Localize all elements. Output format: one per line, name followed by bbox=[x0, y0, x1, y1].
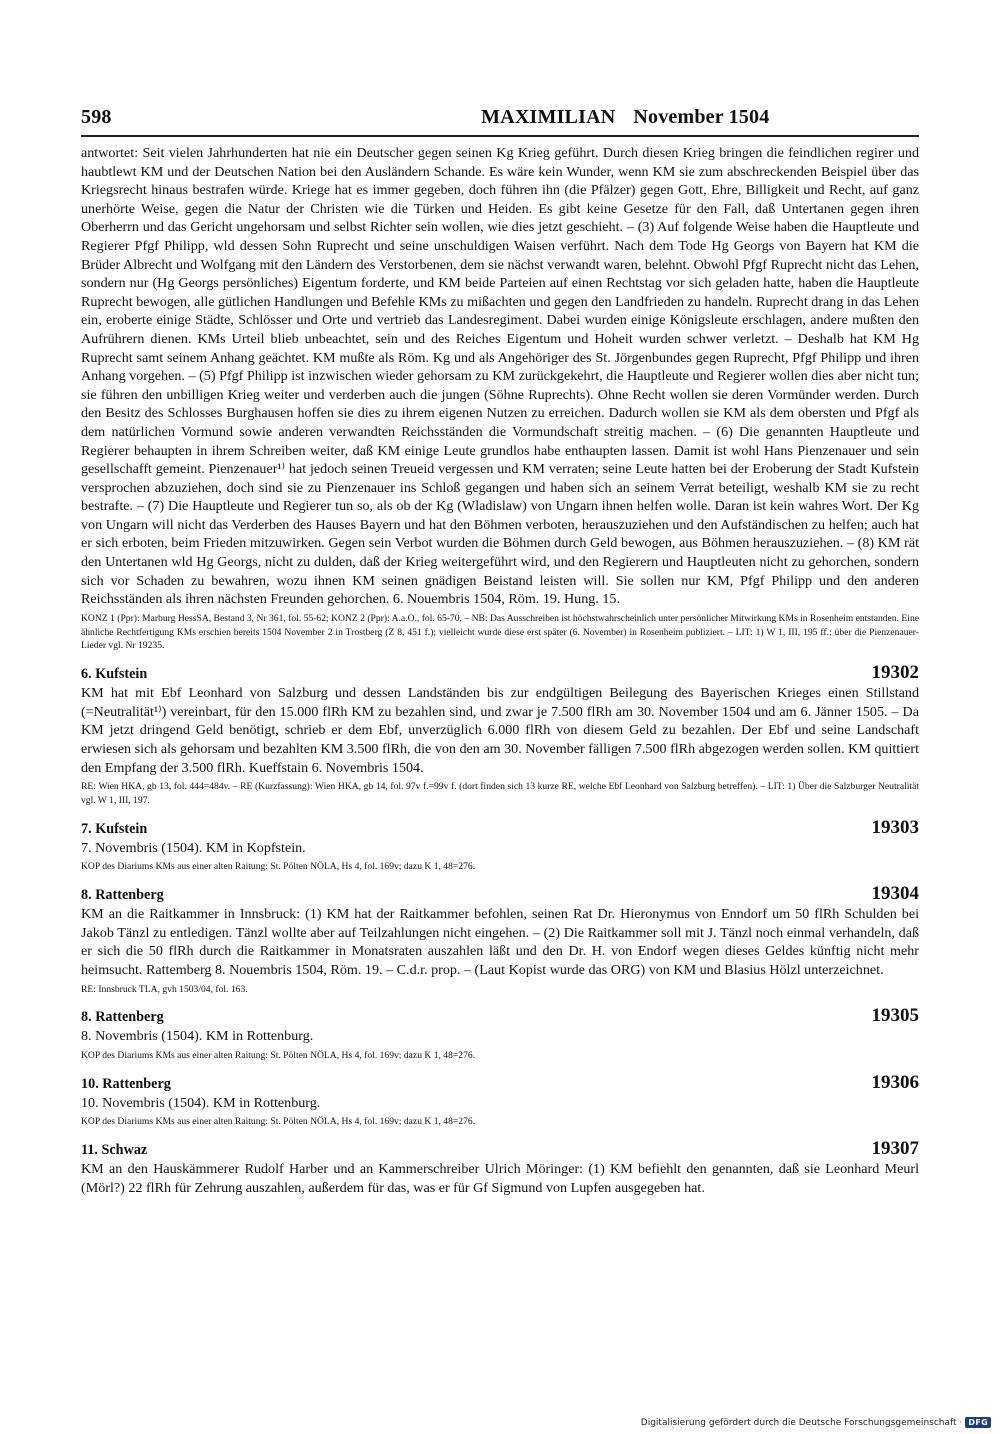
entry-note: RE: Innsbruck TLA, gvh 1503/04, fol. 163. bbox=[81, 983, 248, 995]
dfg-logo-icon: DFG bbox=[965, 1417, 991, 1428]
header-title: MAXIMILIAN bbox=[481, 106, 616, 128]
entry-19306 bbox=[81, 1072, 919, 1129]
entry-place: 7. Kufstein bbox=[81, 820, 148, 837]
entry-number: 19304 bbox=[871, 883, 919, 905]
entry-text: 10. Novembris (1504). KM in Rottenburg. bbox=[81, 1094, 321, 1111]
entry-text: KM an den Hauskämmerer Rudolf Harber und an Kammerschreiber Ulrich Möringer: (1) KM befiehlt den genannten, daß sie Leonhard Meurl (Mörl?) 22 flRh für Zehrung auszahlen, außerdem für das, was er für Gf Sigmund von Lupfen ausgegeben hat. bbox=[81, 1161, 919, 1196]
entry-number: 19305 bbox=[871, 1005, 919, 1027]
entry-number: 19307 bbox=[871, 1138, 919, 1160]
continuation-block bbox=[81, 144, 919, 609]
entry-note: KOP des Diariums KMs aus einer alten Raitung: St. Pölten NÖLA, Hs 4, fol. 169v; dazu K 1, 48=276. bbox=[81, 1049, 476, 1061]
entry-place: 8. Rattenberg bbox=[81, 887, 164, 904]
entry-text: KM hat mit Ebf Leonhard von Salzburg und dessen Landständen bis zur endgültigen Beilegung des Bayerischen Krieges einen Stillstand (=Neutralität¹⁾) vereinbart, für den 15.000 flRh KM zu bezahlen sind, und zwar je 7.500 flRh am 30. November 1504 und am 6. Jänner 1505. – Da KM jetzt dringend Geld benötigt, schrieb er dem Ebf, unverzüglich 6.000 flRh von diesem Geld zu bezahlen. Der Ebf und seine Landschaft erwiesen sich als gehorsam und bezahlten KM 3.500 flRh, die von den am 30. November fälligen 7.500 flRh abgezogen werden sollen. KM quittiert den Empfang der 3.500 flRh. Kueffstain 6. Novembris 1504. bbox=[81, 685, 919, 776]
header-date: November 1504 bbox=[633, 106, 770, 128]
entry-number: 19306 bbox=[871, 1071, 919, 1093]
continuation-note: KONZ 1 (Ppr): Marburg HessSA, Bestand 3, Nr 361, fol. 55-62; KONZ 2 (Ppr): A.a.O., fol. 65-70. – NB: Das Ausschreiben ist höchstwahrscheinlich unter persönlicher Mitwirkung KMs in Rosenheim entstanden. Eine ähnliche Rechtfertigung KMs erschien bereits 1504 November 2 in Trostberg (Z 8, 451 f.); vielleicht wurde diese erst später (6. November) in Rosenheim publiziert. – LIT: 1) W 1, III, 195 ff.; über die Pienzenauer-Lieder vgl. Nr 19235. bbox=[81, 612, 919, 652]
entry-text: KM an die Raitkammer in Innsbruck: (1) KM hat der Raitkammer befohlen, seinen Rat Dr. Hieronymus von Enndorf um 50 flRh Schulden bei Jakob Tänzl zu entledigen. Tänzl wollte aber auf Teilzahlungen nicht eingehen. – (2) Die Raitkammer soll mit J. Tänzl noch einmal verhandeln, daß er sich die 50 flRh durch die Raitkammer in Monatsraten auszahlen läßt und den Dr. H. von Endorf wegen dieses Geldes künftig nicht mehr heimsucht. Rattemberg 8. Nouembris 1504, Röm. 19. – C.d.r. prop. – (Laut Kopist wurde das ORG) von KM und Blasius Hölzl unterzeichnet. bbox=[81, 906, 919, 978]
entry-19304 bbox=[81, 883, 919, 996]
entry-19303 bbox=[81, 817, 919, 874]
page-number: 598 bbox=[81, 106, 112, 128]
entry-text: 8. Novembris (1504). KM in Rottenburg. bbox=[81, 1028, 314, 1045]
entry-number: 19303 bbox=[871, 816, 919, 838]
entry-19307 bbox=[81, 1138, 919, 1197]
entry-note: KOP des Diariums KMs aus einer alten Raitung: St. Pölten NÖLA, Hs 4, fol. 169v; dazu K 1, 48=276. bbox=[81, 1116, 476, 1128]
entry-place: 10. Rattenberg bbox=[81, 1075, 171, 1092]
entry-place: 11. Schwaz bbox=[81, 1142, 148, 1159]
entry-text: 7. Novembris (1504). KM in Kopfstein. bbox=[81, 839, 306, 856]
document-page bbox=[81, 106, 919, 1197]
entry-place: 8. Rattenberg bbox=[81, 1009, 164, 1026]
entry-note: KOP des Diariums KMs aus einer alten Raitung: St. Pölten NÖLA, Hs 4, fol. 169v; dazu K 1, 48=276. bbox=[81, 861, 476, 873]
continuation-text: antwortet: Seit vielen Jahrhunderten hat nie ein Deutscher gegen seinen Kg Krieg geführt. Durch diesen Krieg bringen die feindlichen regirer und haubtlewt KM und der Deutschen Nation bei den Ausländern Schande. Es wäre kein Wunder, wenn KM sie zum abschreckenden Beispiel über das Kriegsrecht hinaus bestrafen würde. Kriege hat es immer gegeben, doch führen ihn (die Pfälzer) gegen Gott, Ehre, Billigkeit und Recht, auf ganz unerhörte Weise, gegen die Natur der Christen wie die Türken und Heiden. Es gibt keine Gesetze für den Fall, daß Untertanen gegen ihren Oberherrn und das Gericht ungehorsam und selbst Richter sein wollen, wie dies jetzt geschieht. – (3) Auf folgende Weise haben die Hauptleute und Regierer Pfgf Philipp, wld dessen Sohn Ruprecht und seine unschuldigen Waisen verführt. Nach dem Tode Hg Georgs von Bayern hat KM die Brüder Albrecht und Wolfgang mit den Ländern des Verstorbenen, dem sie nächst verwandt waren, belehnt. Obwohl Pfgf Ruprecht nicht das Lehen, sondern nur (Hg Georgs persönliches) Eigentum forderte, und KM beide Parteien auf einen Rechtstag vor sich geladen hatte, haben die Hauptleute Ruprecht bewogen, alle gütlichen Handlungen und Befehle KMs zu mißachten und gegen den Landfrieden zu handeln. Ruprecht drang in das Lehen ein, eroberte einige Städte, Schlösser und Orte und vertrieb das Landesregiment. Dabei wurden einige Königsleute erschlagen, andere mußten den Aufrührern dienen. KMs Urteil blieb unbeachtet, sein und des Reiches Eigentum und Hoheit wurden schwer verletzt. – Deshalb hat KM Hg Ruprecht samt seinem Anhang geächtet. KM mußte als Röm. Kg und als Angehöriger des St. Jörgenbundes gegen Ruprecht, Pfgf Philipp und ihren Anhang vorgehen. – (5) Pfgf Philipp ist inzwischen wieder gehorsam zu KM zurückgekehrt, die Hauptleute und Regierer wollen dies aber nicht tun; sie führen den unbilligen Krieg weiter und verderben auch die jungen (Söhne Ruprechts). Ohne Recht wollen sie deren Vormünder werden. Durch den Besitz des Schlosses Burghausen hoffen sie dies zu ihrem eigenen Nutzen zu erreichen. Dadurch wollen sie KM als dem obersten und Pfgf als dem natürlichen Vormund sowie anderen verwandten Reichsständen die Vormundschaft streitig machen. – (6) Die genannten Hauptleute und Regierer behaupten in ihrem Schreiben weiter, daß KM einige Leute grundlos habe enthaupten lassen. Damit ist wohl Hans Pienzenauer und sein gesellschafft gemeint. Pienzenauer¹⁾ hat jedoch seinen Treueid vergessen und KM verraten; seine Leute hatten bei der Eroberung der Stadt Kufstein versprochen abzuziehen, doch sind sie zu Pienzenauer ins Schloß gegangen und haben sich an seinem Verrat beteiligt, weshalb KM sie zu recht bestrafte. – (7) Die Hauptleute und Regierer tun so, als ob der Kg (Wladislaw) von Ungarn ihnen helfen wolle. Daran ist kein wahres Wort. Der Kg von Ungarn will nicht das Verderben des Hauses Bayern und hat den Böhmen verboten, herauszuziehen und den Aufständischen zu helfen; auch hat er sich erboten, beim Frieden mitzuwirken. Gegen sein Verbot wurden die Böhmen durch Geld bewogen, aus Böhmen herauszuziehen. – (8) KM rät den Untertanen wld Hg Georgs, nicht zu dulden, daß der Krieg weitergeführt wird, und den Regierern und Hauptleuten nicht zu gehorchen, sondern sich vor Schaden zu bewahren, wozu ihnen KM seinen gnädigen Beistand leisten will. Sie sollen nur KM, Pfgf Philipp und den anderen Reichsständen als ihren nächsten Freunden gehorchen. 6. Nouembris 1504, Röm. 19. Hung. 15. bbox=[81, 145, 919, 608]
entry-19305 bbox=[81, 1005, 919, 1062]
running-title bbox=[481, 106, 769, 129]
entry-19302 bbox=[81, 662, 919, 808]
entry-note: RE: Wien HKA, gb 13, fol. 444=484v. – RE (Kurzfassung): Wien HKA, gb 14, fol. 97v f.=99v f. (dort finden sich 13 kurze RE, welche Ebf Leonhard von Salzburg betreffen). – LIT: 1) Über die Salzburger Neutralität vgl. W 1, III, 197. bbox=[81, 781, 919, 806]
page-header bbox=[81, 106, 919, 137]
footer-credit-text: Digitalisierung gefördert durch die Deutsche Forschungsgemeinschaft bbox=[640, 1417, 957, 1428]
footer-credit: Digitalisierung gefördert durch die Deutsche Forschungsgemeinschaft · DFG bbox=[641, 1417, 991, 1428]
entry-place: 6. Kufstein bbox=[81, 666, 148, 683]
entry-number: 19302 bbox=[871, 662, 919, 684]
